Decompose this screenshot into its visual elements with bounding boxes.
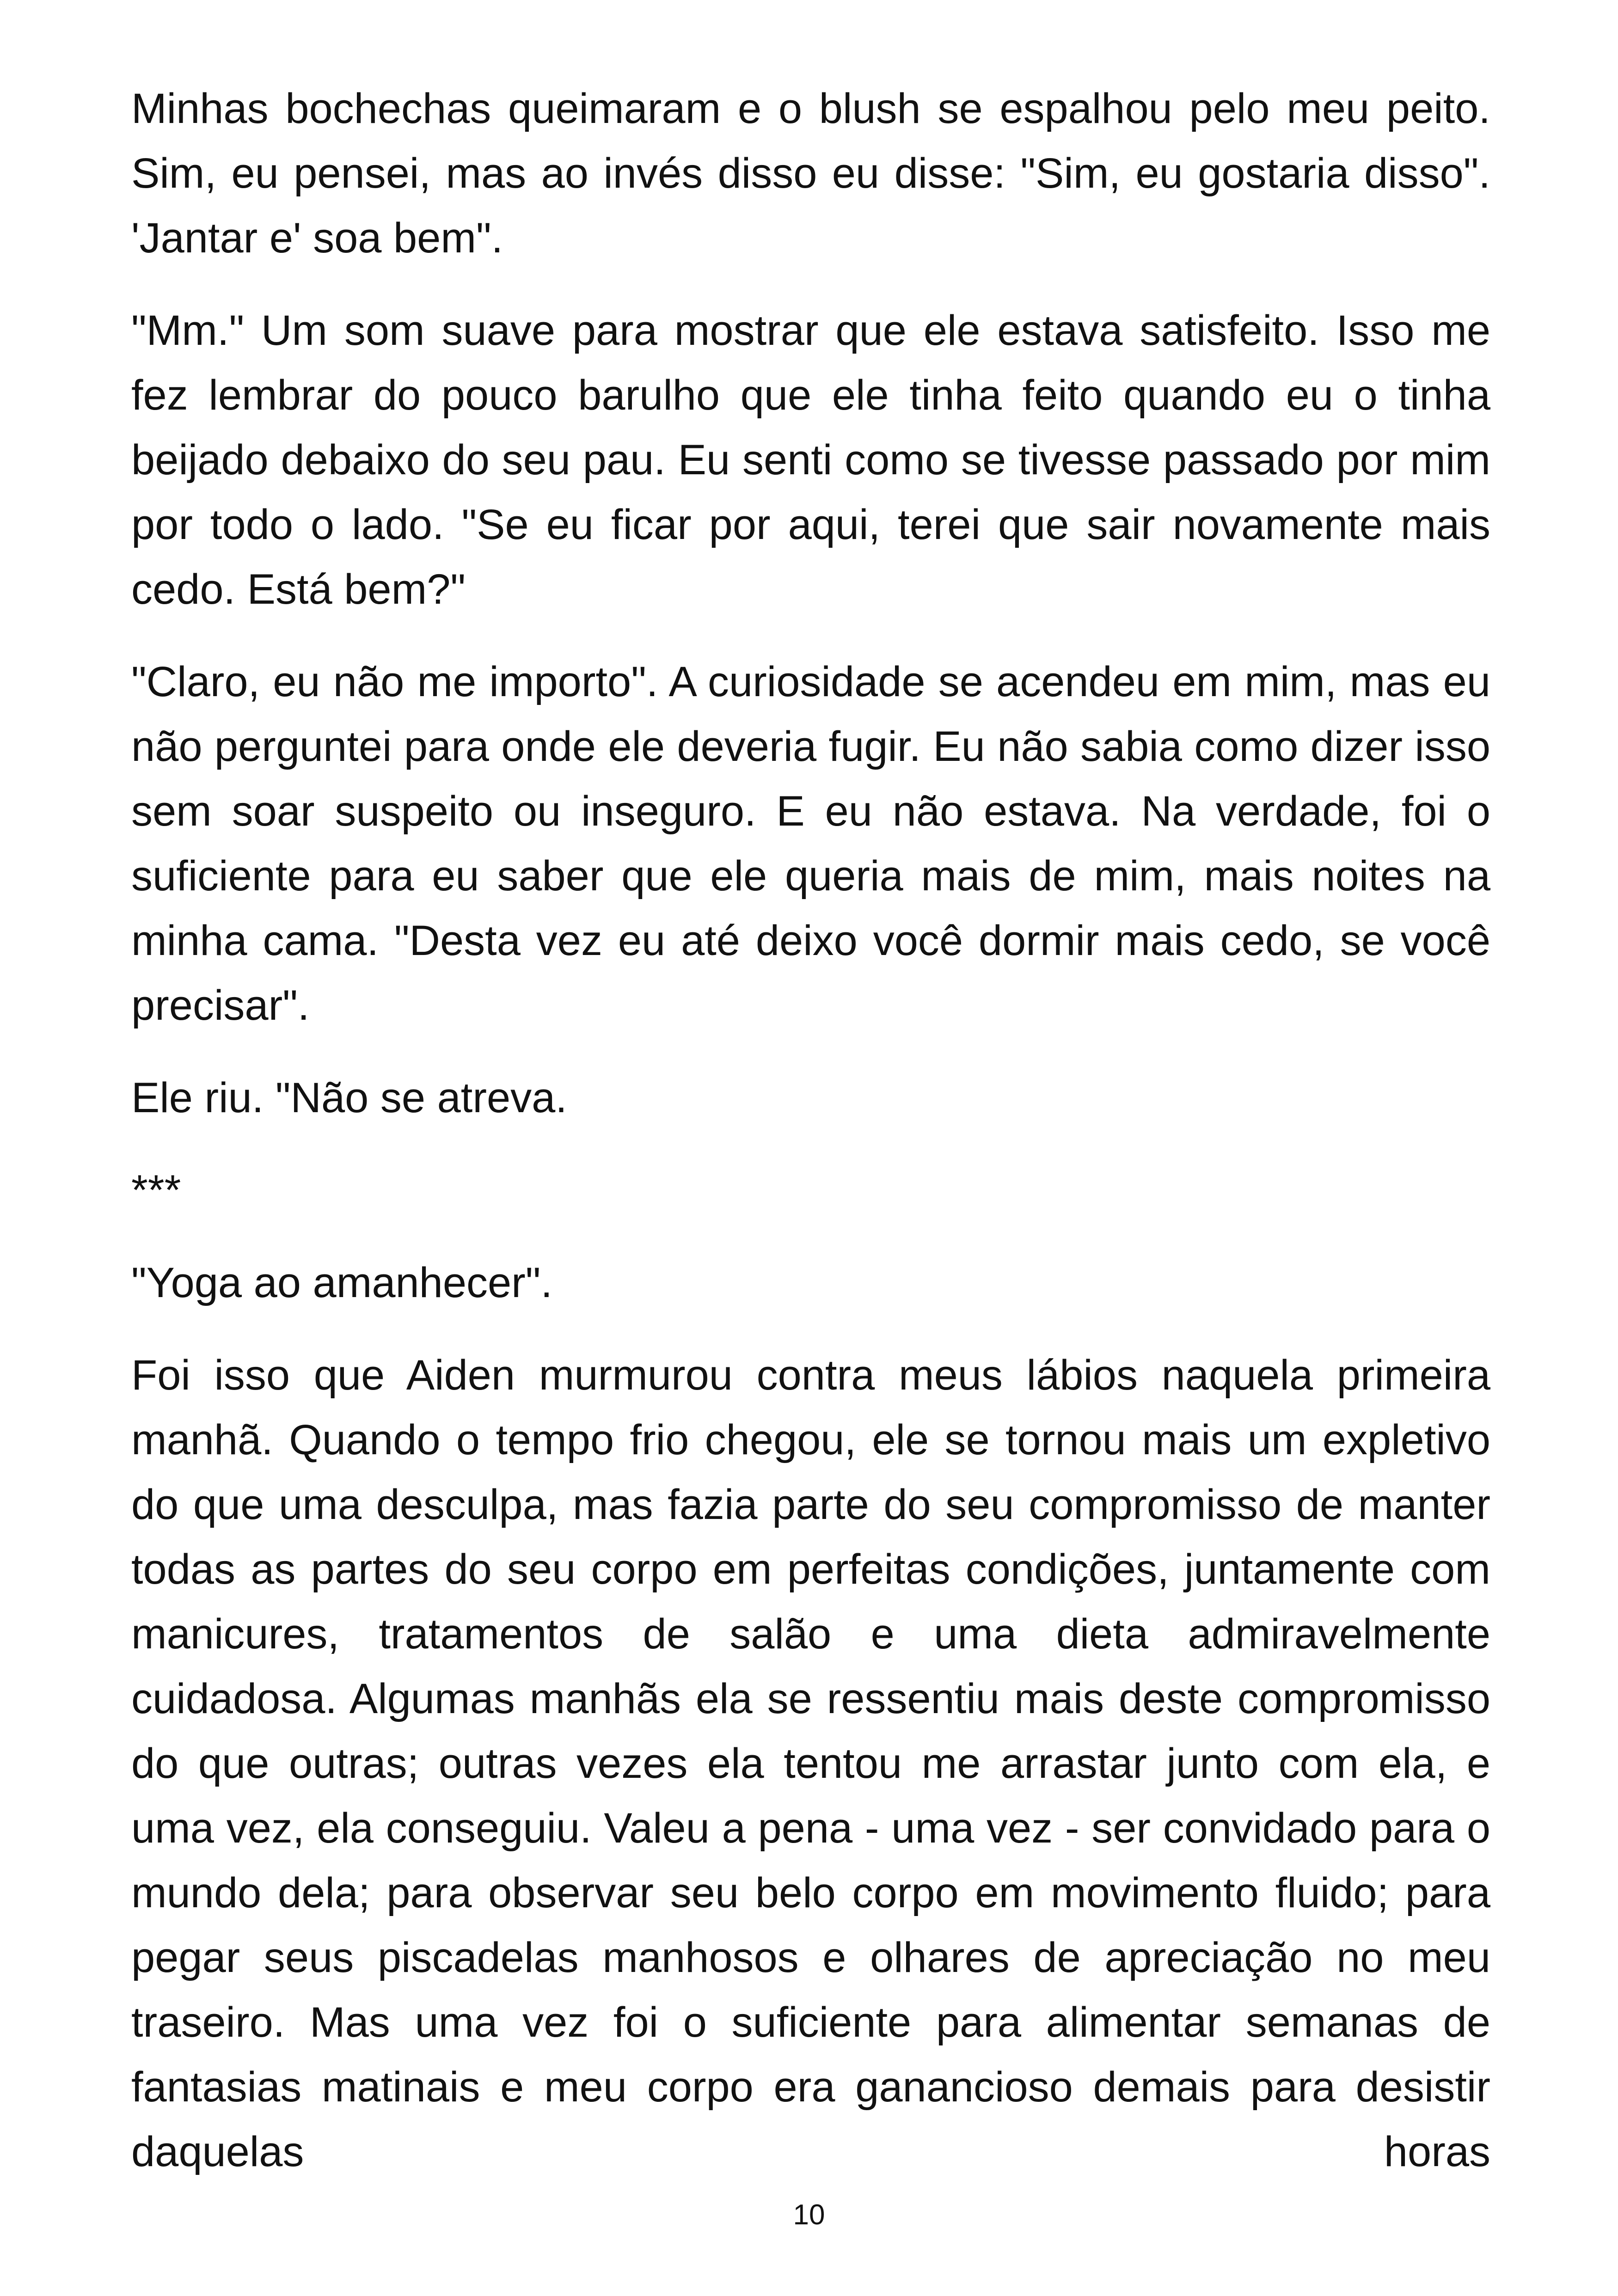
- scene-break: ***: [131, 1167, 181, 1214]
- paragraph-2: "Mm." Um som suave para mostrar que ele estava satisfeito. Isso me fez lembrar do pouco barulho que ele tinha feito quando eu o tinha beijado debaixo do seu pau. Eu senti como se tivesse passado por mim por todo o lado. "Se eu ficar por aqui, terei que sair novamente mais cedo. Está bem?": [131, 307, 1490, 613]
- paragraph-4: Ele riu. "Não se atreva.: [131, 1074, 567, 1121]
- paragraph-5: "Yoga ao amanhecer".: [131, 1259, 553, 1306]
- paragraph-6: Foi isso que Aiden murmurou contra meus lábios naquela primeira manhã. Quando o tempo frio chegou, ele se tornou mais um expletivo do que uma desculpa, mas fazia parte do seu compromisso de manter todas as partes do seu corpo em perfeitas condições, juntamente com manicures, tratamentos de salão e uma dieta admiravelmente cuidadosa. Algumas manhãs ela se ressentiu mais deste compromisso do que outras; outras vezes ela tentou me arrastar junto com ela, e uma vez, ela conseguiu. Valeu a pena - uma vez - ser convidado para o mundo dela; para observar seu belo corpo em movimento fluido; para pegar seus piscadelas manhosos e olhares de apreciação no meu traseiro. Mas uma vez foi o suficiente para alimentar semanas de fantasias matinais e meu corpo era ganancioso demais para desistir daquelas horas: [131, 1352, 1490, 2175]
- paragraph-1: Minhas bochechas queimaram e o blush se espalhou pelo meu peito. Sim, eu pensei, mas ao invés disso eu disse: "Sim, eu gostaria disso". 'Jantar e' soa bem".: [131, 85, 1490, 262]
- body-text: [131, 76, 1490, 2184]
- paragraph-3: "Claro, eu não me importo". A curiosidade se acendeu em mim, mas eu não perguntei para onde ele deveria fugir. Eu não sabia como dizer isso sem soar suspeito ou inseguro. E eu não estava. Na verdade, foi o suficiente para eu saber que ele queria mais de mim, mais noites na minha cama. "Desta vez eu até deixo você dormir mais cedo, se você precisar".: [131, 658, 1490, 1029]
- page-number: 10: [793, 2199, 825, 2231]
